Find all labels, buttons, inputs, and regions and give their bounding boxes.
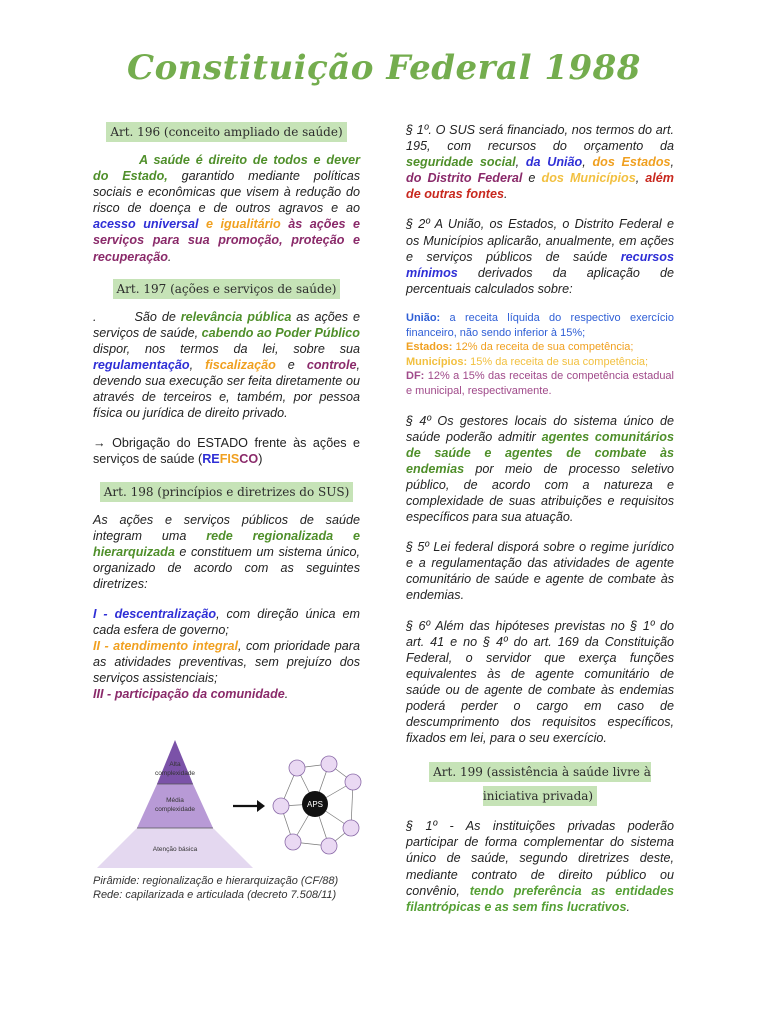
network-node [273, 798, 289, 814]
art198-heading: Art. 198 (princípios e diretrizes do SUS) [93, 482, 360, 502]
art197-heading: Art. 197 (ações e serviços de saúde) [93, 279, 360, 299]
funding-uniao: União: a receita líquida do respectivo exercício financeiro, não sendo inferior à 15%; [406, 311, 674, 339]
right-column [406, 122, 674, 929]
pyramid-label-mid-1: Média [166, 797, 184, 804]
page-title: Constituição Federal 1988 [127, 48, 641, 88]
funding-estados: Estados: 12% da receita de sua competência; [406, 341, 634, 354]
paragraph-6: § 6º Além das hipóteses previstas no § 1º do art. 41 e no § 4º do art. 169 da Constituição Federal, o servidor que exerça funções equivalentes às de agente comunitário de saúde ou de agente de combate às endemias poderá perder o cargo em caso de descumprimento dos requisitos específicos, fixados em lei, para o seu exercício. [406, 618, 674, 746]
pyramid-label-base: Atenção básica [152, 846, 198, 853]
art199-text: § 1º - As instituições privadas poderão participar de forma complementar do sistema único de saúde, segundo diretrizes deste, mediante contrato de direito público ou convênio, tendo preferência as entidades filantrópicas e as sem fins lucrativos. [406, 819, 674, 914]
left-column [93, 122, 360, 717]
pyramid-label-mid-2: complexidade [154, 806, 196, 813]
art198-text: As ações e serviços públicos de saúde integram uma rede regionalizada e hierarquizada e constituem um sistema único, organizado de acordo com as seguintes diretrizes: [93, 512, 360, 591]
paragraph-1: § 1º. O SUS será financiado, nos termos do art. 195, com recursos do orçamento da seguridade social, da União, dos Estados, do Distrito Federal e dos Municípios, além de outras fontes. [406, 123, 675, 202]
funding-df: DF: 12% a 15% das receitas de competência estadual e municipal, respectivamente. [406, 370, 674, 397]
paragraph-4: § 4º Os gestores locais do sistema único de saúde poderão admitir agentes comunitários de saúde e agentes de combate às endemias por meio de processo seletivo público, de acordo com a natureza e complexidade de suas atribuições e requisitos específicos para sua atuação. [406, 413, 674, 525]
art196-text: A saúde é direito de todos e dever do Estado, garantido mediante políticas sociais e econômicas que visem à redução do risco de doença e de outros agravos e ao acesso universal e igualitário às ações e serviços para sua promoção, proteção e recuperação. [93, 153, 361, 264]
figure-caption: Pirâmide: regionalização e hierarquização (CF/88) Rede: capilarizada e articulada (decreto 7.508/11) [93, 875, 339, 901]
funding-list [406, 311, 674, 399]
paragraph-2: § 2º A União, os Estados, o Distrito Federal e os Municípios aplicarão, anualmente, em ações e serviços públicos de saúde recursos mínimos derivados da aplicação de percentuais calculados sobre: [406, 217, 674, 296]
funding-municipios: Municípios: 15% da receita de sua competência; [406, 355, 649, 368]
art197-text: . São de relevância pública as ações e serviços de saúde, cabendo ao Poder Público dispor, nos termos da lei, sobre sua regulamentação, fiscalização e controle, devendo sua execução ser feita diretamente ou através de terceiros e, também, por pessoa física ou jurídica de direito privado. [93, 309, 360, 421]
network-node [285, 834, 301, 850]
directive-2: II - atendimento integral, com prioridade para as atividades preventivas, sem prejuízo dos serviços assistenciais; [93, 639, 360, 686]
aps-label: APS [306, 800, 324, 809]
paragraph-5: § 5º Lei federal disporá sobre o regime jurídico e a regulamentação das atividades de agente comunitário de saúde e agente de combate às endemias. [406, 540, 674, 603]
pyramid-label-high-2: complexidade [154, 770, 196, 777]
art199-heading: Art. 199 (assistência à saúde livre à iniciativa privada) [406, 760, 674, 808]
state-obligation-note: → Obrigação do ESTADO frente às ações e serviços de saúde (REFISCO) [93, 436, 360, 467]
network-node [321, 756, 337, 772]
directive-1: I - descentralização, com direção única em cada esfera de governo; [93, 606, 360, 638]
network-node [345, 774, 361, 790]
network-node [343, 820, 359, 836]
health-network-figure [93, 738, 363, 874]
art196-heading: Art. 196 (conceito ampliado de saúde) [93, 122, 360, 142]
network-node [321, 838, 337, 854]
network-node [289, 760, 305, 776]
pyramid-label-high-1: Alta [169, 761, 181, 768]
directive-3: III - participação da comunidade. [93, 687, 289, 702]
